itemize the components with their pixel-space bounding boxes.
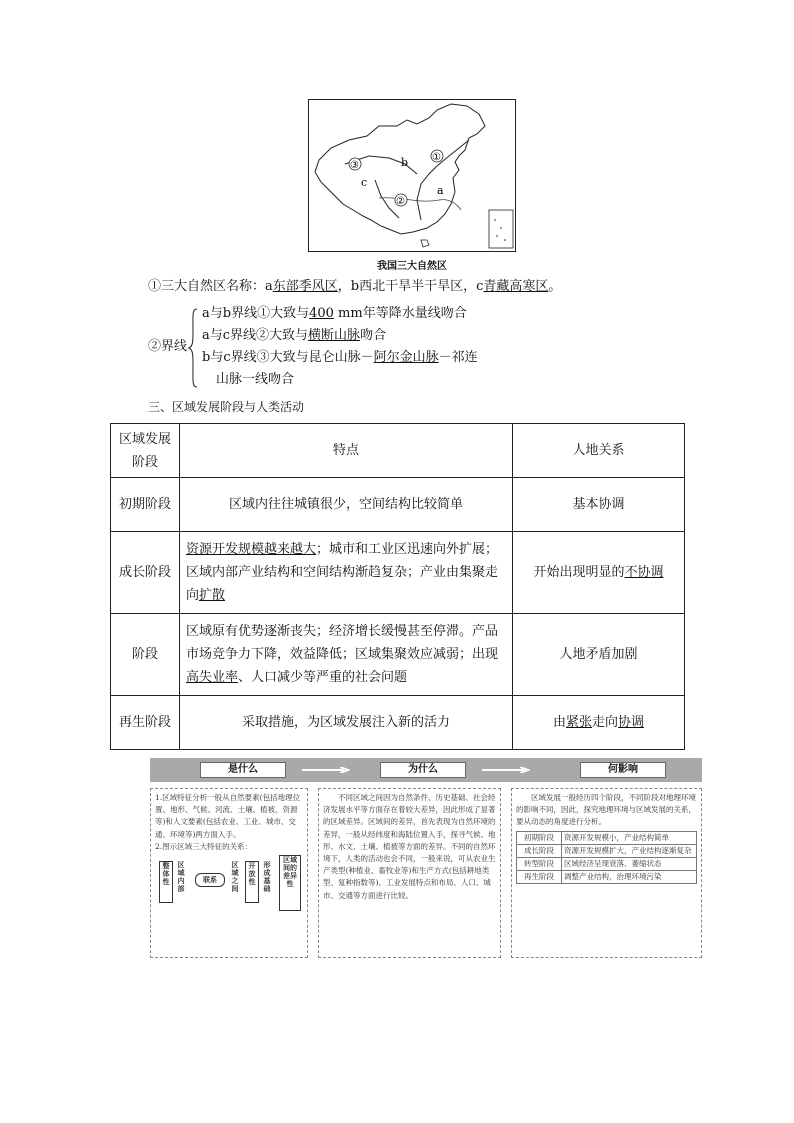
feature-text: ；城市和工业区迅速向外扩展；区域内部产业结构和空间结构渐趋复杂；产业由集聚走向 (186, 542, 499, 603)
header-relation: 人地关系 (513, 424, 685, 478)
b2-pre: a与c界线②大致与 (202, 328, 309, 343)
relation-cell (513, 696, 685, 750)
boundary-line-3 (202, 347, 478, 369)
stage-cell: 阶段 (111, 614, 180, 696)
map-label-two: ② (396, 196, 405, 207)
relation-cell: 人地矛盾加剧 (513, 614, 685, 696)
impact-box (511, 788, 702, 958)
why-box (318, 788, 501, 958)
table-row (517, 844, 697, 857)
boundary-line-4: 山脉一线吻合 (216, 372, 295, 387)
mini-stage: 转型阶段 (517, 857, 562, 870)
relation-underlined: 不协调 (624, 565, 664, 580)
tag-impact: 何影响 (580, 762, 666, 778)
stage-table (110, 423, 685, 750)
relation-underlined: 紧张 (565, 715, 592, 730)
b3-pre: b与c界线③大致与昆仑山脉－ (202, 350, 374, 365)
diagram-form: 形成基础 (261, 861, 273, 901)
mini-desc: 调整产业结构，治理环境污染 (562, 870, 697, 883)
relation-cell (513, 532, 685, 614)
map-label-one: ① (432, 152, 441, 163)
mini-desc: 资源开发规模扩大，产业结构逐渐复杂 (562, 844, 697, 857)
header-feature: 特点 (180, 424, 513, 478)
header-stage: 区域发展阶段 (111, 424, 180, 478)
b3-post: －祁连 (438, 350, 478, 365)
mini-stage: 再生阶段 (517, 870, 562, 883)
summary-panel (150, 758, 702, 958)
mini-stage: 成长阶段 (517, 844, 562, 857)
b1-post: mm年等降水量线吻合 (333, 306, 467, 321)
regions-line (148, 276, 561, 298)
feature-underlined: 高失业率 (186, 670, 239, 685)
arrow-right-icon (302, 767, 350, 773)
map-svg (309, 100, 515, 251)
what-box (150, 788, 308, 958)
tag-what: 是什么 (200, 762, 286, 778)
region-c-name: 青藏高寒区 (483, 279, 549, 294)
diagram-diff: 区域间的差异性 (279, 855, 301, 911)
table-row (111, 532, 685, 614)
boundary-1 (417, 140, 469, 220)
brace-icon (188, 308, 198, 388)
feature-cell: 采取措施，为区域发展注入新的活力 (180, 696, 513, 750)
boundary-label: ②界线 (148, 339, 188, 354)
diagram-whole: 整体性 (159, 861, 173, 903)
relation-text: 走向 (592, 715, 619, 730)
table-row (111, 614, 685, 696)
feature-underlined: 资源开发规模越来越大 (186, 542, 317, 557)
table-row (111, 696, 685, 750)
feature-cell (180, 614, 513, 696)
feature-text: 、人口减少等严重的社会问题 (238, 670, 408, 685)
diagram-between: 区域之间 (229, 861, 241, 901)
relation-cell: 基本协调 (513, 478, 685, 532)
mini-desc: 区域经济呈现衰落、萎缩状态 (562, 857, 697, 870)
table-row (517, 870, 697, 883)
feature-cell (180, 532, 513, 614)
stage-cell: 再生阶段 (111, 696, 180, 750)
stage-cell: 初期阶段 (111, 478, 180, 532)
arrow-right-icon (482, 767, 530, 773)
table-row (517, 857, 697, 870)
feature-text: 区域原有优势逐渐丧失；经济增长缓慢甚至停滞。产品市场竞争力下降，效益降低；区域集聚效应减弱；出现 (186, 624, 499, 662)
south-sea-inset (489, 210, 513, 248)
map-label-a: a (437, 184, 444, 197)
china-map (308, 99, 516, 252)
panel-header-bar (150, 758, 702, 782)
feature-cell: 区域内往往城镇很少，空间结构比较简单 (180, 478, 513, 532)
b1-underlined: 400 (309, 306, 334, 321)
feature-underlined: 扩散 (199, 588, 226, 603)
b2-post: 吻合 (360, 328, 387, 343)
stage-cell: 成长阶段 (111, 532, 180, 614)
mini-stage: 初期阶段 (517, 831, 562, 844)
regions-end: 。 (548, 279, 562, 294)
diagram-inner: 区域内部 (175, 861, 187, 901)
stage-mini-table (516, 831, 697, 884)
region-a-name: 东部季风区 (272, 279, 338, 294)
what-text: 1.区域特征分析一般从自然要素(包括地理位置、地形、气候、河流、土壤、植被、资源等)和人文要素(包括农业、工业、城市、交通、环境等)两方面入手。 (155, 793, 301, 839)
boundary-line-1 (202, 303, 467, 325)
b1-pre: a与b界线①大致与 (202, 306, 310, 321)
section-title: 三、区域发展阶段与人类活动 (148, 400, 305, 414)
why-text: 不同区域之间因为自然条件、历史基础、社会经济发展水平等方面存在着较大差异，因此形成了显著的区域差异。区域间的差异，首先表现为自然环境的差异，一般从经纬度和海陆位置入手，探寻气候、地形、水文、土壤、植被等方面的差异。不同的自然环境下，人类的活动也会不同，一般来说，可从农业生产类型(种植业、畜牧业等)和生产方式(包括耕地类型、复种指数等)、工业发展特点和布局、人口、城市、交通等方面进行比较。 (323, 793, 496, 900)
table-header-row (111, 424, 685, 478)
map-label-c: c (361, 176, 368, 189)
what-text-2: 2.图示区域三大特征的关系： (155, 841, 253, 851)
table-row (517, 831, 697, 844)
map-caption: 我国三大自然区 (377, 261, 447, 272)
relation-underlined: 协调 (618, 715, 645, 730)
boundary-line-2 (202, 325, 386, 347)
diagram-link: 联系 (195, 873, 225, 887)
b3-underlined: 阿尔金山脉 (373, 350, 439, 365)
tag-why: 为什么 (380, 762, 466, 778)
feature-diagram (155, 853, 303, 913)
relation-text: 由 (552, 715, 566, 730)
map-label-three: ③ (350, 160, 359, 171)
china-outline (315, 104, 485, 234)
hainan (421, 240, 429, 247)
regions-prefix: ①三大自然区名称：a (148, 279, 273, 294)
b2-underlined: 横断山脉 (308, 328, 361, 343)
relation-text: 开始出现明显的 (533, 565, 625, 580)
regions-mid: ，b西北干旱半干旱区，c (337, 279, 484, 294)
diagram-open: 开放性 (245, 861, 259, 903)
map-label-b: b (401, 156, 409, 169)
mini-desc: 资源开发规模小，产业结构简单 (562, 831, 697, 844)
table-row (111, 478, 685, 532)
impact-text: 区域发展一般经历四个阶段，不同阶段对地理环境的影响不同，因此，探究地理环境与区域发展的关系，要从动态的角度进行分析。 (516, 793, 696, 827)
